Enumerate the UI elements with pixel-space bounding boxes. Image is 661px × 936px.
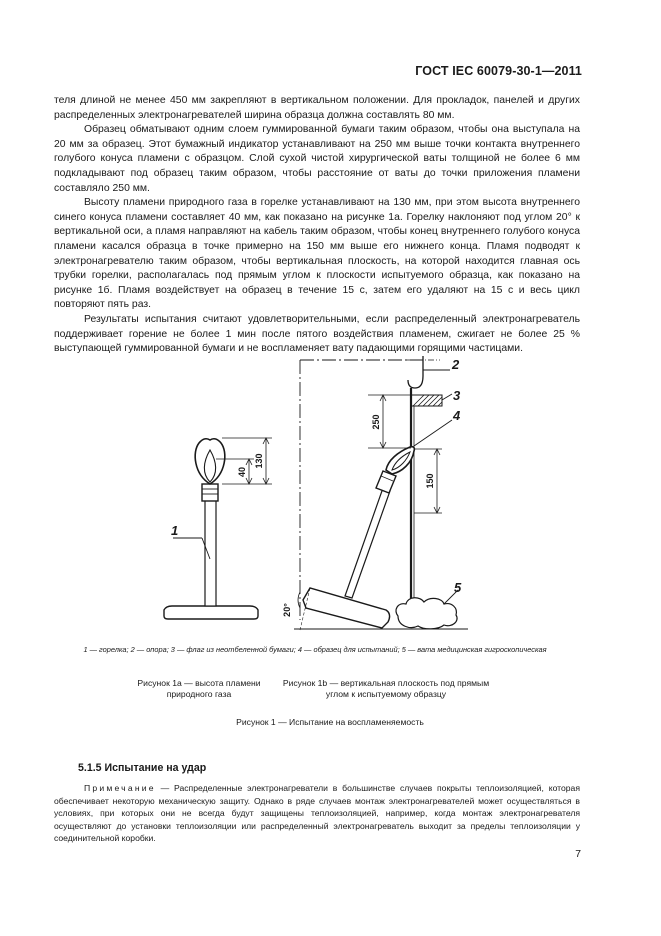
dim-flame-total: 130 xyxy=(254,453,264,469)
dim-inner-cone: 40 xyxy=(237,466,247,478)
test-setup-1b xyxy=(294,356,468,630)
paragraph: теля длиной не менее 450 мм закрепляют в вертикальном положении. Для прокладок, панелей и других распределенных электронагревателей ширина образца должна составлять 80 мм. xyxy=(54,95,580,121)
callout-1: 1 xyxy=(171,523,179,538)
caption-figure-1: Рисунок 1 — Испытание на воспламеняемость xyxy=(236,717,424,727)
callout-4: 4 xyxy=(453,408,461,423)
paragraph: Результаты испытания считают удовлетворительными, если распределенный электронагреватель поддерживает горение не более 1 мин после пятого воздействия пламенем, сжигает не более 25 % выступающей гуммированной бумаги и не воспламеняет вату падающими горящими частицами. xyxy=(54,313,580,355)
body-text xyxy=(54,94,580,357)
figure-legend: 1 — горелка; 2 — опора; 3 — флаг из неотбеленной бумаги; 4 — образец для испытаний; 5 — вата медицинская гигроскопическая xyxy=(83,645,547,654)
note xyxy=(54,782,580,845)
caption-figure-1b: Рисунок 1b — вертикальная плоскость под прямым углом к испытуемому образцу xyxy=(282,678,490,699)
section-title: 5.1.5 Испытание на удар xyxy=(78,762,207,774)
paragraph: Высоту пламени природного газа в горелке устанавливают на 130 мм, при этом высота внутреннего синего конуса пламени составляет 40 мм, как показано на рисунке 1а. Горелку наклоняют под углом 20° к вертикальной оси, а пламя направляют на кабель таким образом, чтобы конец внутреннего голубого конуса пламени касался образца в точке примерно на 150 мм выше его нижнего конца. Пламя подводят к электронагревателю таким образом, чтобы вертикальная плоскость, на которой находится главная ось трубки горелки, располагалась под прямым углом к плоскости испытуемого образца, как показано на рисунке 1б. Пламя воздействует на образец в течение 15 с, затем его удаляют на 15 с и весь цикл повторяют пять раз. xyxy=(54,197,580,311)
dim-indicator-height: 250 xyxy=(371,414,381,430)
paragraph: Образец обматывают одним слоем гуммированной бумаги таким образом, чтобы она выступала на 20 мм за образец. Этот бумажный индикатор устанавливают на 250 мм выше точки контакта внутреннего голубого конуса пламени с образцом. Слой сухой чистой хирургической ваты толщиной не более 6 мм подкладывают под образец таким образом, чтобы расстояние от ваты до точки приложения пламени составляло 250 мм. xyxy=(54,124,580,194)
note-label: Примечание xyxy=(84,783,156,793)
caption-figure-1a: Рисунок 1a — высота пламени природного газа xyxy=(137,678,261,699)
callout-2: 2 xyxy=(452,357,460,372)
callout-3: 3 xyxy=(453,388,461,403)
note-text: — Распределенные электронагреватели в большинстве случаев покрыты теплоизоляцией, которая обеспечивает некоторую механическую защиту. Однако в ряде случаев монтаж электронагревателей может осуществляться в условиях, при которых они не всегда будут защищены теплоизоляцией, например, когда монтаж электронагревателя осуществляют до установки теплоизоляции или распределенный электронагреватель выходит за пределы теплоизоляции у соединительной коробки. xyxy=(54,783,580,844)
page-number: 7 xyxy=(575,849,581,860)
figure-drawing xyxy=(0,348,661,638)
callout-5: 5 xyxy=(454,580,462,595)
dim-angle: 20° xyxy=(282,603,292,617)
document-header: ГОСТ IEC 60079-30-1—2011 xyxy=(415,64,582,78)
dim-contact-height: 150 xyxy=(425,473,435,489)
figure-flammability-test xyxy=(0,348,661,638)
